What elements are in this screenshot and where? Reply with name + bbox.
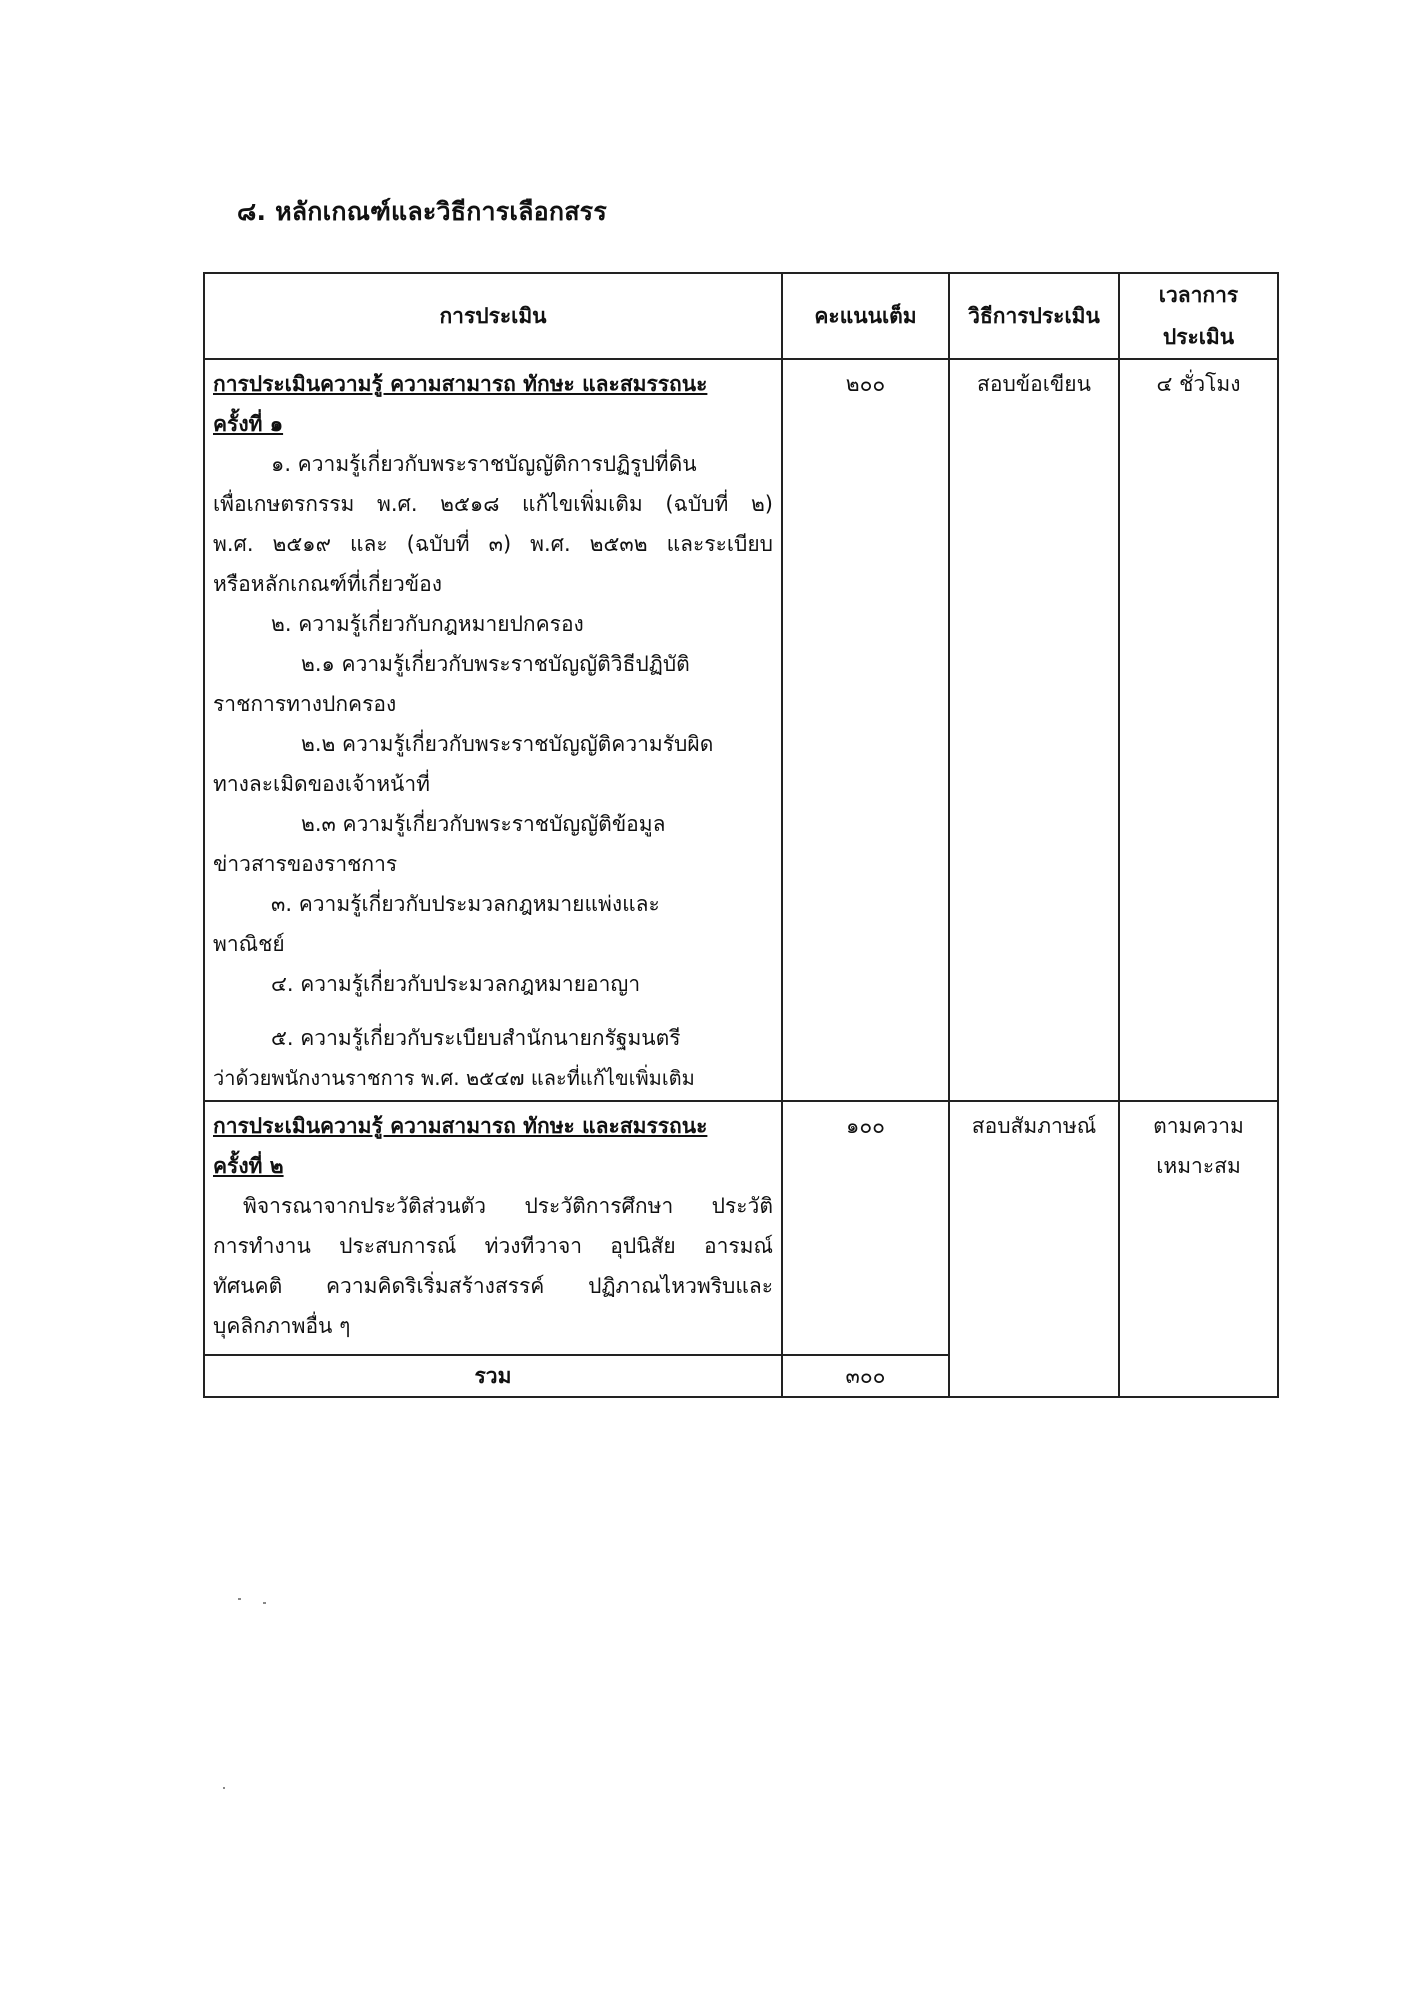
section1-title-line2: ครั้งที่ ๑	[213, 412, 284, 436]
section-heading: ๘. หลักเกณฑ์และวิธีการเลือกสรร	[237, 197, 607, 226]
section1-line: เพื่อเกษตรกรรม พ.ศ. ๒๕๑๘ แก้ไขเพิ่มเติม (ฉบับที่ ๒)	[213, 492, 773, 516]
section2-title-line2: ครั้งที่ ๒	[213, 1154, 284, 1178]
scan-speck	[263, 1602, 266, 1604]
section2-line: การทำงาน ประสบการณ์ ท่วงทีวาจา อุปนิสัย อารมณ์	[213, 1234, 773, 1258]
section2-line: ทัศนคติ ความคิดริเริ่มสร้างสรรค์ ปฏิภาณไหวพริบและ	[213, 1274, 773, 1298]
section2-line: พิจารณาจากประวัติส่วนตัว ประวัติการศึกษา ประวัติ	[243, 1194, 773, 1218]
header-full-score: คะแนนเต็ม	[782, 273, 949, 359]
section1-assessment-cell	[204, 359, 782, 1101]
section2-title-line1: การประเมินความรู้ ความสามารถ ทักษะ และสมรรถนะ	[213, 1114, 708, 1138]
table-row-section2	[204, 1101, 1278, 1355]
section1-line: ว่าด้วยพนักงานราชการ พ.ศ. ๒๕๔๗ และที่แก้ไขเพิ่มเติม	[213, 1066, 695, 1090]
section2-time	[1119, 1101, 1278, 1397]
section1-line: ๒.๑ ความรู้เกี่ยวกับพระราชบัญญัติวิธีปฏิบัติ	[301, 652, 690, 676]
header-time	[1119, 273, 1278, 359]
total-label: รวม	[204, 1355, 782, 1397]
selection-criteria-table	[203, 272, 1279, 1398]
section1-line: ๒.๓ ความรู้เกี่ยวกับพระราชบัญญัติข้อมูล	[301, 812, 666, 836]
scan-speck	[223, 1787, 225, 1789]
section1-line: พ.ศ. ๒๕๑๙ และ (ฉบับที่ ๓) พ.ศ. ๒๕๓๒ และระเบียบ	[213, 532, 773, 556]
header-assessment: การประเมิน	[204, 273, 782, 359]
section1-line: พาณิชย์	[213, 932, 285, 956]
section1-line: ทางละเมิดของเจ้าหน้าที่	[213, 772, 431, 796]
section1-time: ๔ ชั่วโมง	[1119, 359, 1278, 1101]
section2-line: บุคลิกภาพอื่น ๆ	[213, 1314, 351, 1338]
header-time-line1: เวลาการ	[1158, 283, 1239, 307]
section1-line: ๓. ความรู้เกี่ยวกับประมวลกฎหมายแพ่งและ	[271, 892, 660, 916]
section2-method: สอบสัมภาษณ์	[949, 1101, 1119, 1397]
section1-score: ๒๐๐	[782, 359, 949, 1101]
spacer	[213, 1004, 773, 1018]
section1-line: ราชการทางปกครอง	[213, 692, 397, 716]
table-row-section1	[204, 359, 1278, 1101]
section2-score: ๑๐๐	[782, 1101, 949, 1355]
header-time-line2: ประเมิน	[1162, 325, 1235, 349]
section1-line: ๕. ความรู้เกี่ยวกับระเบียบสำนักนายกรัฐมนตรี	[271, 1026, 681, 1050]
section2-time-line2: เหมาะสม	[1156, 1154, 1241, 1178]
section2-assessment-cell	[204, 1101, 782, 1355]
section1-line: ๑. ความรู้เกี่ยวกับพระราชบัญญัติการปฏิรูปที่ดิน	[271, 452, 697, 476]
section1-line: ข่าวสารของราชการ	[213, 852, 398, 876]
section1-line: ๒. ความรู้เกี่ยวกับกฎหมายปกครอง	[271, 612, 584, 636]
table-header-row	[204, 273, 1278, 359]
section1-method: สอบข้อเขียน	[949, 359, 1119, 1101]
section1-title-line1: การประเมินความรู้ ความสามารถ ทักษะ และสมรรถนะ	[213, 372, 708, 396]
section1-line: ๔. ความรู้เกี่ยวกับประมวลกฎหมายอาญา	[271, 972, 641, 996]
section2-time-line1: ตามความ	[1153, 1114, 1244, 1138]
section1-line: หรือหลักเกณฑ์ที่เกี่ยวข้อง	[213, 572, 443, 596]
total-score: ๓๐๐	[782, 1355, 949, 1397]
scan-speck	[238, 1598, 241, 1600]
section1-line: ๒.๒ ความรู้เกี่ยวกับพระราชบัญญัติความรับผิด	[301, 732, 714, 756]
header-method: วิธีการประเมิน	[949, 273, 1119, 359]
